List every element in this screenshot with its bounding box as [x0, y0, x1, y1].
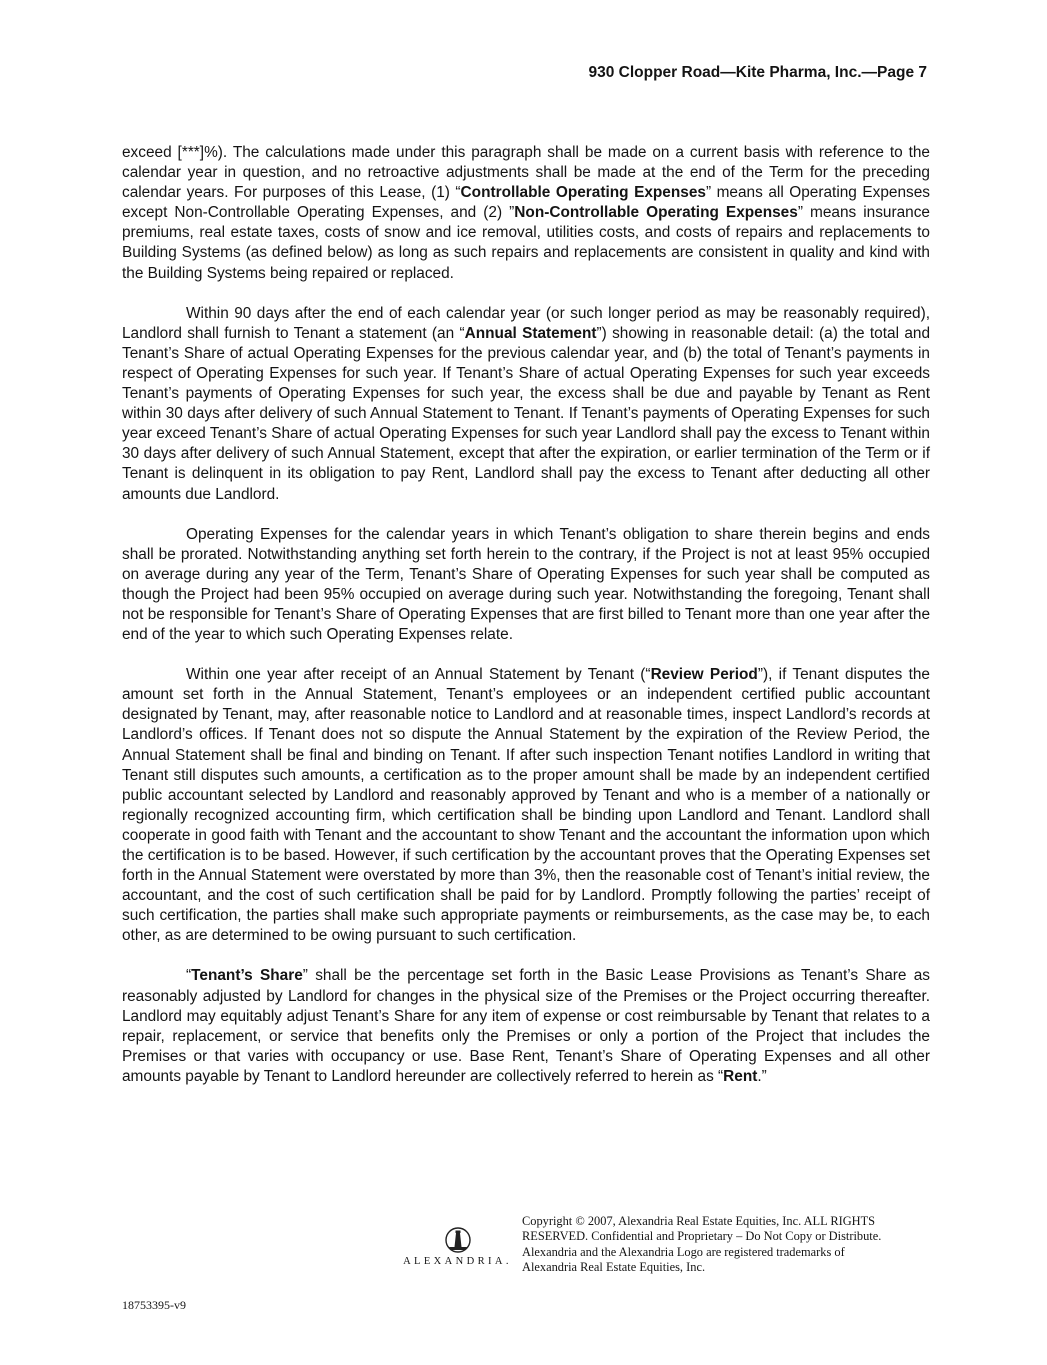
defined-term: Non-Controllable Operating Expenses: [514, 204, 798, 222]
defined-term: Annual Statement: [464, 324, 597, 342]
footer: [400, 1214, 920, 1284]
paragraph-controllable-expenses: [122, 143, 930, 284]
defined-term: Controllable Operating Expenses: [460, 184, 706, 202]
alexandria-logo: [400, 1226, 515, 1267]
paragraph-tenants-share: [122, 966, 930, 1087]
paragraph-annual-statement: [122, 304, 930, 505]
paragraph-text: ”) showing in reasonable detail: (a) the total and Tenant’s Share of actual Operating Expenses for the previous calendar year, and (b) the total of Tenant’s payments in respect of Operating Expenses for such year. If Tenant’s Share of actual Operating Expenses for such year exceeds Tenant’s payments of Operating Expenses for such year, the excess shall be due and payable by Tenant as Rent within 30 days after delivery of such Annual Statement to Tenant. If Tenant’s payments of Operating Expenses for such year exceed Tenant’s Share of actual Operating Expenses for such year Landlord shall pay the excess to Tenant within 30 days after delivery of such Annual Statement, except that after the expiration, or earlier termination of the Term or if Tenant is delinquent in its obligation to pay Rent, Landlord shall pay the excess to Tenant after deducting all other amounts due Landlord.: [122, 324, 931, 503]
paragraph-text: Operating Expenses for the calendar years in which Tenant’s obligation to share therein begins and ends shall be prorated. Notwithstanding anything set forth herein to the contrary, if the Project is not at least 95% occupied on average during any year of the Term, Tenant’s Share of Operating Expenses for such year shall be computed as though the Project had been 95% occupied on average during such year. Notwithstanding the foregoing, Tenant shall not be responsible for Tenant’s Share of Operating Expenses that are first billed to Tenant more than one year after the end of the year to which such Operating Expenses relate.: [122, 525, 930, 644]
paragraph-text: ”), if Tenant disputes the amount set forth in the Annual Statement, Tenant’s employees or an independent certified public accountant designated by Tenant, may, after reasonable notice to Landlord and at reasonable times, inspect Landlord’s records at Landlord’s offices. If Tenant does not so dispute the Annual Statement by the expiration of the Review Period, the Annual Statement shall be final and binding on Tenant. If after such inspection Tenant notifies Landlord in writing that Tenant still disputes such amounts, a certification as to the proper amount shall be made by an independent certified public accountant selected by Landlord and reasonably approved by Tenant and who is a member of a nationally or regionally recognized accounting firm, which certification shall be binding upon Landlord and Tenant. Landlord shall cooperate in good faith with Tenant and the accountant to show Tenant and the accountant the information upon which the certification is to be based. However, if such certification by the accountant proves that the Operating Expenses set forth in the Annual Statement were overstated by more than 3%, then the reasonable cost of Tenant’s initial review, the accountant, and the cost of such certification shall be paid for by Landlord. Promptly following the parties’ receipt of such certification, the parties shall make such appropriate payments or reimbursements, as the case may be, to each other, as are determined to be owing pursuant to such certification.: [122, 666, 930, 945]
paragraph-text: ” shall be the percentage set forth in the Basic Lease Provisions as Tenant’s Share as reasonably adjusted by Landlord for changes in the physical size of the Premises or the Project occurring thereafter. Landlord may equitably adjust Tenant’s Share for any item of expense or cost reimbursable by Tenant that relates to a repair, replacement, or service that benefits only the Premises or only a portion of the Project that includes the Premises or that varies with occupancy or use. Base Rent, Tenant’s Share of Operating Expenses and all other amounts payable by Tenant to Landlord hereunder are collectively referred to herein as “: [122, 967, 930, 1085]
paragraph-text: ” means insurance premiums, real estate taxes, costs of snow and ice removal, utilities costs, and costs of repairs and replacements to Building Systems (as defined below) as long as such repairs and replacements are consistent in quality and kind with the Building Systems being repaired or replaced.: [122, 204, 930, 282]
document-id: 18753395-v9: [122, 1298, 186, 1312]
defined-term: Tenant’s Share: [191, 967, 303, 985]
logo-wordmark: ALEXANDRIA.: [403, 1256, 512, 1267]
defined-term: Review Period: [650, 666, 758, 684]
paragraph-proration: [122, 525, 930, 646]
paragraph-text: exceed [***]%). The calculations made under this paragraph shall be made on a current basis with reference to the calendar year in question, and no retroactive adjustments shall be made at the end of the Term for the preceding calendar years. For purposes of this Lease, (1) “: [122, 144, 930, 202]
paragraph-text: Within one year after receipt of an Annual Statement by Tenant (“: [186, 666, 651, 684]
paragraph-text: Within 90 days after the end of each calendar year (or such longer period as may be reasonably required), Landlord shall furnish to Tenant a statement (an “: [122, 304, 930, 342]
page-header: 930 Clopper Road—Kite Pharma, Inc.—Page 7: [588, 64, 927, 81]
copyright-notice: Copyright © 2007, Alexandria Real Estate Equities, Inc. ALL RIGHTS RESERVED. Confidential and Proprietary – Do Not Copy or Distribute. Alexandria and the Alexandria Logo are registered trademarks of Alexandria Real Estate Equities, Inc.: [522, 1214, 882, 1275]
paragraph-review-period: [122, 665, 930, 946]
paragraph-text: ” means all Operating Expenses except Non-Controllable Operating Expenses, and (2) ”: [122, 184, 930, 222]
paragraph-text: “: [186, 967, 192, 985]
paragraph-text: .”: [757, 1067, 767, 1085]
defined-term: Rent: [723, 1067, 758, 1085]
document-body: [122, 143, 930, 1107]
lighthouse-icon: [444, 1226, 472, 1254]
